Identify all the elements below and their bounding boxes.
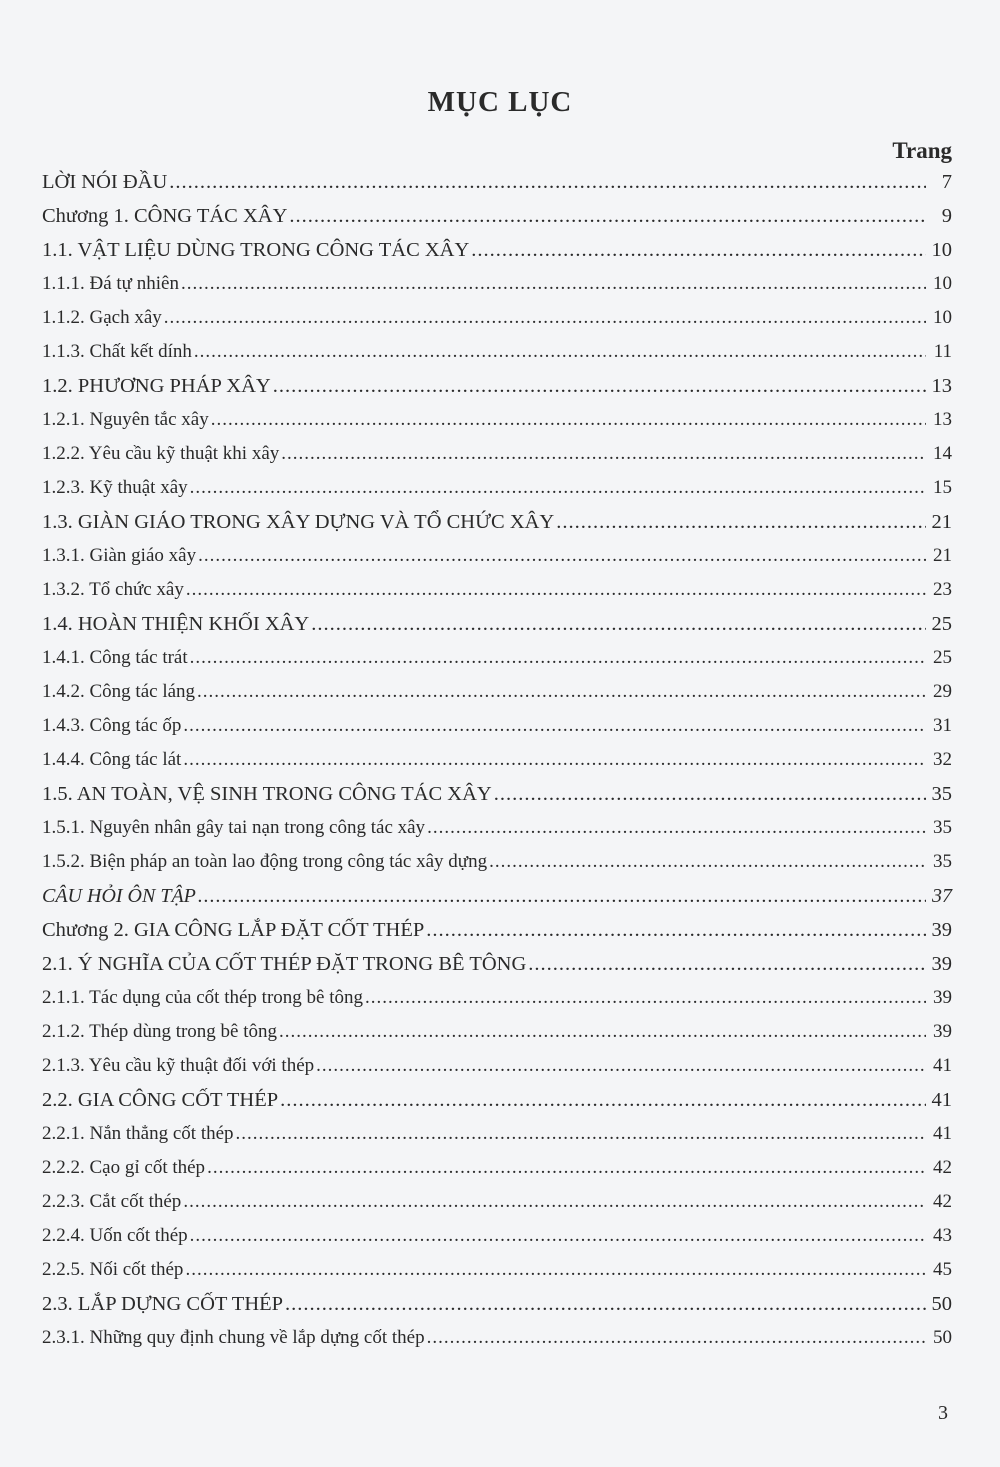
dot-leader xyxy=(494,777,926,811)
toc-entry xyxy=(42,1151,952,1185)
toc-entry-page: 31 xyxy=(933,715,952,736)
toc-entry-title: 1.3.1. Giàn giáo xây xyxy=(42,545,197,566)
toc-entry-title: 1.4. HOÀN THIỆN KHỐI XÂY xyxy=(42,613,310,635)
table-of-contents xyxy=(42,165,952,1355)
toc-entry-page: 39 xyxy=(933,1021,952,1042)
toc-entry-title: 2.2.2. Cạo gỉ cốt thép xyxy=(42,1157,206,1178)
toc-entry-title: 1.4.4. Công tác lát xyxy=(42,749,182,770)
dot-leader xyxy=(556,505,926,539)
toc-entry-title: Chương 1. CÔNG TÁC XÂY xyxy=(42,205,288,227)
toc-entry-page: 41 xyxy=(933,1055,952,1076)
toc-entry-page: 35 xyxy=(931,783,952,805)
toc-entry-page: 21 xyxy=(933,545,952,566)
toc-entry xyxy=(42,437,952,471)
dot-leader xyxy=(311,607,926,641)
dot-leader xyxy=(183,1185,926,1219)
toc-entry-page: 45 xyxy=(933,1259,952,1280)
toc-entry xyxy=(42,777,952,811)
toc-entry-title: 2.2.4. Uốn cốt thép xyxy=(42,1225,188,1246)
toc-entry-title: 1.4.3. Công tác ốp xyxy=(42,715,182,736)
toc-entry xyxy=(42,573,952,607)
toc-entry xyxy=(42,709,952,743)
toc-entry-title: 1.3.2. Tổ chức xây xyxy=(42,579,184,600)
dot-leader xyxy=(198,879,926,913)
toc-entry xyxy=(42,641,952,675)
toc-entry-page: 41 xyxy=(933,1123,952,1144)
toc-entry-title: 1.5.2. Biện pháp an toàn lao động trong công tác xây dựng xyxy=(42,851,488,872)
toc-entry-page: 21 xyxy=(931,511,952,533)
toc-entry-page: 37 xyxy=(932,885,952,907)
toc-entry xyxy=(42,369,952,403)
dot-leader xyxy=(316,1049,926,1083)
dot-leader xyxy=(190,471,926,505)
dot-leader xyxy=(471,233,926,267)
toc-entry-page: 41 xyxy=(931,1089,952,1111)
dot-leader xyxy=(236,1117,926,1151)
toc-entry xyxy=(42,233,952,267)
toc-entry-title: 2.3. LẮP DỰNG CỐT THÉP xyxy=(42,1293,284,1315)
dot-leader xyxy=(185,1253,926,1287)
dot-leader xyxy=(164,301,926,335)
toc-entry xyxy=(42,1219,952,1253)
toc-entry-title: CÂU HỎI ÔN TẬP xyxy=(42,885,196,907)
dot-leader xyxy=(289,199,926,233)
toc-entry-page: 43 xyxy=(933,1225,952,1246)
toc-entry-title: 2.3.1. Những quy định chung về lắp dựng cốt thép xyxy=(42,1327,425,1348)
toc-entry-title: 1.5. AN TOÀN, VỆ SINH TRONG CÔNG TÁC XÂY xyxy=(42,783,492,805)
toc-entry-title: 1.1. VẬT LIỆU DÙNG TRONG CÔNG TÁC XÂY xyxy=(42,239,470,261)
dot-leader xyxy=(528,947,926,981)
toc-entry xyxy=(42,743,952,777)
toc-entry xyxy=(42,1185,952,1219)
dot-leader xyxy=(169,165,926,199)
toc-entry-page: 50 xyxy=(931,1293,952,1315)
toc-entry xyxy=(42,505,952,539)
toc-entry xyxy=(42,1049,952,1083)
toc-entry xyxy=(42,1117,952,1151)
dot-leader xyxy=(427,811,926,845)
toc-entry-title: 1.1.3. Chất kết dính xyxy=(42,341,192,362)
toc-entry-page: 42 xyxy=(933,1157,952,1178)
toc-entry xyxy=(42,1083,952,1117)
dot-leader xyxy=(211,403,926,437)
toc-entry xyxy=(42,1287,952,1321)
toc-entry-page: 10 xyxy=(933,273,952,294)
toc-entry-title: 2.1.3. Yêu cầu kỹ thuật đối với thép xyxy=(42,1055,315,1076)
toc-entry xyxy=(42,165,952,199)
toc-entry-title: 1.1.1. Đá tự nhiên xyxy=(42,273,179,294)
page-title: MỤC LỤC xyxy=(427,86,573,118)
dot-leader xyxy=(426,913,926,947)
toc-entry-page: 15 xyxy=(933,477,952,498)
toc-entry-title: 2.2.1. Nắn thẳng cốt thép xyxy=(42,1123,234,1144)
toc-entry-title: 1.4.1. Công tác trát xyxy=(42,647,188,668)
dot-leader xyxy=(183,743,926,777)
toc-entry-title: 2.1.2. Thép dùng trong bê tông xyxy=(42,1021,278,1042)
toc-entry-title: 1.1.2. Gạch xây xyxy=(42,307,162,328)
dot-leader xyxy=(280,1083,926,1117)
toc-entry-page: 11 xyxy=(933,341,952,362)
dot-leader xyxy=(197,675,926,709)
toc-entry xyxy=(42,267,952,301)
toc-entry xyxy=(42,199,952,233)
toc-entry-title: 1.5.1. Nguyên nhân gây tai nạn trong công tác xây xyxy=(42,817,426,838)
toc-entry-title: 2.2. GIA CÔNG CỐT THÉP xyxy=(42,1089,279,1111)
toc-entry-page: 9 xyxy=(941,205,952,227)
toc-entry-page: 29 xyxy=(933,681,952,702)
toc-entry-title: 2.2.3. Cắt cốt thép xyxy=(42,1191,182,1212)
toc-entry-title: 1.4.2. Công tác láng xyxy=(42,681,196,702)
toc-entry xyxy=(42,675,952,709)
toc-entry xyxy=(42,811,952,845)
toc-entry xyxy=(42,1015,952,1049)
toc-entry-page: 10 xyxy=(931,239,952,261)
toc-entry xyxy=(42,913,952,947)
dot-leader xyxy=(273,369,926,403)
dot-leader xyxy=(281,437,926,471)
toc-entry-title: 1.3. GIÀN GIÁO TRONG XÂY DỰNG VÀ TỔ CHỨC XÂY xyxy=(42,511,555,533)
toc-entry xyxy=(42,471,952,505)
toc-entry-page: 35 xyxy=(933,817,952,838)
toc-entry-page: 25 xyxy=(933,647,952,668)
toc-entry-page: 7 xyxy=(941,171,952,193)
toc-entry-page: 39 xyxy=(931,953,952,975)
dot-leader xyxy=(365,981,926,1015)
toc-entry-page: 25 xyxy=(931,613,952,635)
dot-leader xyxy=(181,267,926,301)
toc-entry-title: 1.2.2. Yêu cầu kỹ thuật khi xây xyxy=(42,443,280,464)
toc-entry-page: 10 xyxy=(933,307,952,328)
toc-entry-title: 2.1.1. Tác dụng của cốt thép trong bê tông xyxy=(42,987,363,1008)
toc-entry-page: 39 xyxy=(933,987,952,1008)
dot-leader xyxy=(190,1219,926,1253)
toc-entry-title: 1.2. PHƯƠNG PHÁP XÂY xyxy=(42,375,271,397)
dot-leader xyxy=(489,845,926,879)
toc-entry-title: LỜI NÓI ĐẦU xyxy=(42,171,168,193)
toc-entry xyxy=(42,1321,952,1355)
toc-entry-title: 1.2.3. Kỹ thuật xây xyxy=(42,477,188,498)
dot-leader xyxy=(279,1015,926,1049)
toc-entry xyxy=(42,879,952,913)
dot-leader xyxy=(427,1321,926,1355)
page-number: 3 xyxy=(938,1402,948,1424)
dot-leader xyxy=(190,641,926,675)
toc-entry xyxy=(42,981,952,1015)
toc-entry xyxy=(42,1253,952,1287)
toc-entry-title: 1.2.1. Nguyên tắc xây xyxy=(42,409,209,430)
toc-entry xyxy=(42,403,952,437)
toc-entry-title: Chương 2. GIA CÔNG LẮP ĐẶT CỐT THÉP xyxy=(42,919,425,941)
page-column-label: Trang xyxy=(892,138,952,163)
dot-leader xyxy=(183,709,926,743)
dot-leader xyxy=(186,573,926,607)
toc-entry-page: 13 xyxy=(933,409,952,430)
toc-entry-page: 35 xyxy=(933,851,952,872)
dot-leader xyxy=(194,335,926,369)
toc-entry-page: 39 xyxy=(931,919,952,941)
toc-entry-page: 13 xyxy=(931,375,952,397)
dot-leader xyxy=(285,1287,926,1321)
toc-entry xyxy=(42,845,952,879)
toc-entry xyxy=(42,301,952,335)
toc-entry-page: 42 xyxy=(933,1191,952,1212)
toc-entry-title: 2.1. Ý NGHĨA CỦA CỐT THÉP ĐẶT TRONG BÊ TÔNG xyxy=(42,953,527,975)
toc-entry-title: 2.2.5. Nối cốt thép xyxy=(42,1259,184,1280)
toc-entry xyxy=(42,335,952,369)
toc-entry-page: 23 xyxy=(933,579,952,600)
toc-entry xyxy=(42,947,952,981)
toc-entry-page: 32 xyxy=(933,749,952,770)
dot-leader xyxy=(207,1151,926,1185)
toc-entry xyxy=(42,539,952,573)
toc-entry-page: 50 xyxy=(933,1327,952,1348)
toc-entry xyxy=(42,607,952,641)
toc-entry-page: 14 xyxy=(933,443,952,464)
dot-leader xyxy=(198,539,926,573)
